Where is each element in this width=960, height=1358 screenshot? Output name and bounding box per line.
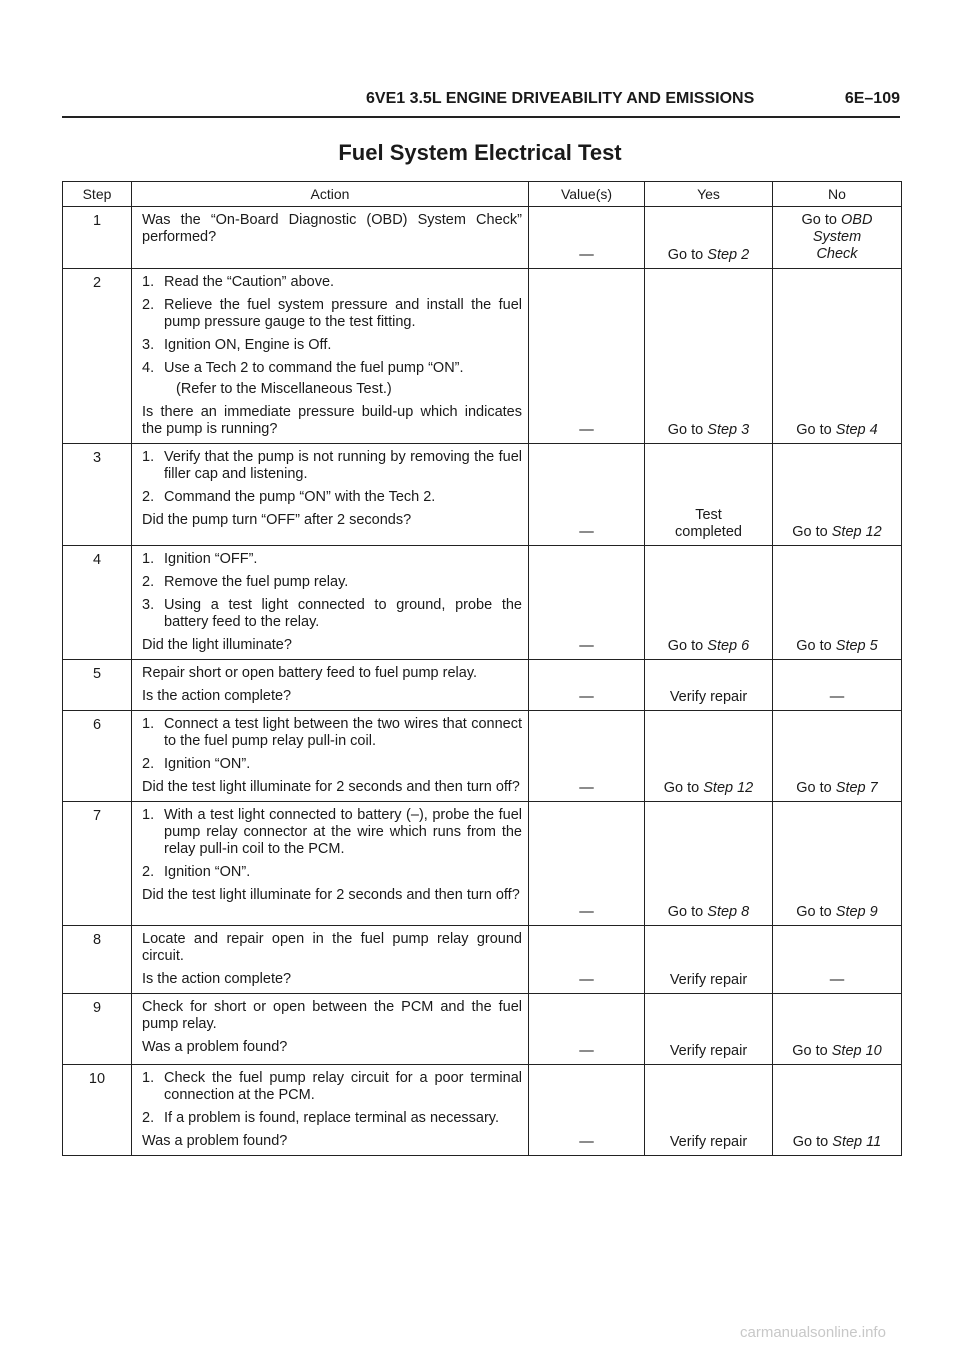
table-row (63, 546, 902, 660)
step-number: 10 (63, 1065, 132, 1156)
result-prefix: Go to (667, 904, 708, 920)
action-step-text: Relieve the fuel system pressure and install the fuel pump pressure gauge to the test fitting. (164, 297, 522, 330)
action-step (142, 574, 522, 591)
result-prefix: Go to (796, 422, 836, 438)
step-link: Check (816, 246, 858, 262)
value-cell: — (529, 994, 645, 1065)
step-link: Step 2 (707, 247, 750, 263)
page-title: Fuel System Electrical Test (338, 140, 622, 165)
step-number: 3 (63, 444, 132, 546)
action-step-text: Connect a test light between the two wires that connect to the fuel pump relay pull-in coil. (164, 716, 522, 749)
diagnostic-table (62, 181, 902, 1156)
result-prefix: Go to (801, 212, 842, 228)
action-step-number: 3. (142, 597, 155, 613)
action-cell (132, 994, 529, 1065)
action-question: Was the “On-Board Diagnostic (OBD) System Check” performed? (142, 212, 522, 245)
action-step-number: 2. (142, 864, 155, 880)
col-header-yes: Yes (645, 182, 773, 207)
step-number: 7 (63, 802, 132, 926)
no-cell (773, 546, 902, 660)
no-line (779, 246, 895, 263)
action-question: Is there an immediate pressure build-up which indicates the pump is running? (142, 404, 522, 437)
watermark: carmanualsonline.info (740, 1324, 886, 1341)
action-text: Repair short or open battery feed to fuel pump relay. (142, 665, 478, 681)
action-step (142, 274, 522, 291)
step-link: OBD (841, 212, 873, 228)
result-prefix: — (829, 972, 845, 988)
value-cell: — (529, 711, 645, 802)
result-prefix: Go to (792, 524, 832, 540)
table-row (63, 269, 902, 444)
result-prefix: Verify repair (669, 689, 748, 705)
action-question: Was a problem found? (142, 1133, 288, 1149)
step-number: 6 (63, 711, 132, 802)
action-step-text: Use a Tech 2 to command the fuel pump “ON”. (164, 360, 464, 376)
action-cell (132, 207, 529, 269)
action-cell (132, 660, 529, 711)
action-step-number: 2. (142, 574, 155, 590)
step-link: Step 7 (835, 780, 878, 796)
yes-cell (645, 994, 773, 1065)
result-prefix: Go to (667, 638, 708, 654)
action-step-text: If a problem is found, replace terminal as necessary. (164, 1110, 500, 1126)
action-step-text: Command the pump “ON” with the Tech 2. (164, 489, 436, 505)
action-cell (132, 269, 529, 444)
action-step-text: Ignition “ON”. (164, 864, 251, 880)
step-link: Step 8 (707, 904, 750, 920)
step-link: Step 9 (835, 904, 878, 920)
action-steps (142, 449, 522, 506)
action-note: (Refer to the Miscellaneous Test.) (176, 381, 392, 397)
value-cell: — (529, 926, 645, 994)
yes-cell (645, 444, 773, 546)
step-link: Step 3 (707, 422, 750, 438)
no-line (779, 212, 895, 229)
page-header (62, 88, 900, 118)
action-step-number: 2. (142, 489, 155, 505)
yes-cell (645, 1065, 773, 1156)
action-question: Did the pump turn “OFF” after 2 seconds? (142, 512, 412, 528)
action-steps (142, 551, 522, 631)
action-text: Locate and repair open in the fuel pump relay ground circuit. (142, 931, 522, 964)
result-prefix: Go to (667, 422, 708, 438)
action-cell (132, 926, 529, 994)
action-question: Is the action complete? (142, 971, 292, 987)
action-step-number: 4. (142, 360, 155, 376)
section-title: 6VE1 3.5L ENGINE DRIVEABILITY AND EMISSIONS (366, 90, 755, 107)
no-line (779, 229, 895, 246)
action-step-text: Ignition “ON”. (164, 756, 251, 772)
result-prefix: Go to (663, 780, 704, 796)
step-link: Step 5 (835, 638, 878, 654)
action-cell (132, 802, 529, 926)
col-header-no: No (773, 182, 902, 207)
result-prefix: Go to (796, 638, 836, 654)
action-step-text: With a test light connected to battery (–), probe the fuel pump relay connector at the wire which runs from the relay pull-in coil to the PCM. (164, 807, 522, 857)
action-steps (142, 807, 522, 881)
no-cell (773, 660, 902, 711)
result-prefix: Verify repair (669, 1134, 748, 1150)
action-step-number: 1. (142, 551, 155, 567)
yes-line: completed (675, 524, 742, 540)
action-cell (132, 444, 529, 546)
table-row (63, 994, 902, 1065)
no-cell (773, 1065, 902, 1156)
action-question: Is the action complete? (142, 688, 292, 704)
yes-cell (645, 269, 773, 444)
action-step (142, 489, 522, 506)
table-row (63, 207, 902, 269)
result-prefix: Go to (796, 780, 836, 796)
result-prefix: Verify repair (669, 1043, 748, 1059)
action-step-number: 2. (142, 756, 155, 772)
result-prefix: — (829, 689, 845, 705)
step-link: System (812, 229, 862, 245)
no-cell (773, 994, 902, 1065)
no-cell (773, 207, 902, 269)
action-step (142, 551, 522, 568)
action-step-number: 1. (142, 449, 155, 465)
action-step (142, 756, 522, 773)
step-number: 2 (63, 269, 132, 444)
action-step-number: 3. (142, 337, 155, 353)
step-link: Step 12 (703, 780, 754, 796)
value-cell: — (529, 802, 645, 926)
value-cell: — (529, 546, 645, 660)
table-header-row (63, 182, 902, 207)
value-cell: — (529, 444, 645, 546)
action-step-number: 1. (142, 807, 155, 823)
action-step-text: Ignition ON, Engine is Off. (164, 337, 332, 353)
action-step-text: Remove the fuel pump relay. (164, 574, 349, 590)
action-question: Did the light illuminate? (142, 637, 292, 653)
action-cell (132, 1065, 529, 1156)
action-step-number: 1. (142, 274, 155, 290)
step-link: Step 12 (831, 524, 882, 540)
value-cell: — (529, 660, 645, 711)
action-step (142, 360, 522, 377)
action-step-number: 2. (142, 297, 155, 313)
table-row (63, 926, 902, 994)
result-prefix: Verify repair (669, 972, 748, 988)
action-question: Was a problem found? (142, 1039, 288, 1055)
action-cell (132, 546, 529, 660)
yes-cell (645, 802, 773, 926)
yes-line: Test (695, 507, 722, 523)
action-step (142, 807, 522, 858)
step-number: 1 (63, 207, 132, 269)
table-row (63, 711, 902, 802)
action-step (142, 864, 522, 881)
step-number: 8 (63, 926, 132, 994)
action-step-number: 1. (142, 1070, 155, 1086)
result-prefix: Go to (796, 904, 836, 920)
col-header-step: Step (63, 182, 132, 207)
action-step-text: Check the fuel pump relay circuit for a poor terminal connection at the PCM. (164, 1070, 522, 1103)
action-step (142, 337, 522, 354)
yes-cell (645, 207, 773, 269)
value-cell: — (529, 269, 645, 444)
action-text: Check for short or open between the PCM and the fuel pump relay. (142, 999, 522, 1032)
action-cell (132, 711, 529, 802)
step-link: Step 10 (831, 1043, 882, 1059)
col-header-values: Value(s) (529, 182, 645, 207)
step-link: Step 4 (835, 422, 878, 438)
action-step-text: Verify that the pump is not running by removing the fuel filler cap and listening. (164, 449, 522, 482)
yes-cell (645, 926, 773, 994)
result-prefix: Go to (667, 247, 708, 263)
action-step-number: 1. (142, 716, 155, 732)
action-step (142, 716, 522, 750)
action-question: Did the test light illuminate for 2 seconds and then turn off? (142, 779, 520, 795)
action-step (142, 449, 522, 483)
no-cell (773, 802, 902, 926)
action-step-text: Ignition “OFF”. (164, 551, 258, 567)
table-row (63, 660, 902, 711)
no-cell (773, 269, 902, 444)
action-steps (142, 274, 522, 377)
action-steps (142, 1070, 522, 1127)
page-number: 6E–109 (844, 90, 900, 107)
result-prefix: Go to (792, 1043, 832, 1059)
value-cell: — (529, 1065, 645, 1156)
result-prefix: Go to (792, 1134, 833, 1150)
step-number: 4 (63, 546, 132, 660)
action-step-text: Using a test light connected to ground, probe the battery feed to the relay. (164, 597, 522, 630)
action-step (142, 1110, 522, 1127)
col-header-action: Action (132, 182, 529, 207)
action-step (142, 1070, 522, 1104)
value-cell: — (529, 207, 645, 269)
action-steps (142, 716, 522, 773)
no-cell (773, 926, 902, 994)
yes-cell (645, 546, 773, 660)
action-step (142, 297, 522, 331)
action-step (142, 597, 522, 631)
step-link: Step 11 (832, 1134, 882, 1150)
step-number: 9 (63, 994, 132, 1065)
table-row (63, 444, 902, 546)
action-step-number: 2. (142, 1110, 155, 1126)
no-cell (773, 711, 902, 802)
step-link: Step 6 (707, 638, 750, 654)
no-cell (773, 444, 902, 546)
yes-cell (645, 711, 773, 802)
table-row (63, 1065, 902, 1156)
action-step-text: Read the “Caution” above. (164, 274, 335, 290)
yes-cell (645, 660, 773, 711)
action-question: Did the test light illuminate for 2 seconds and then turn off? (142, 887, 520, 903)
table-row (63, 802, 902, 926)
step-number: 5 (63, 660, 132, 711)
